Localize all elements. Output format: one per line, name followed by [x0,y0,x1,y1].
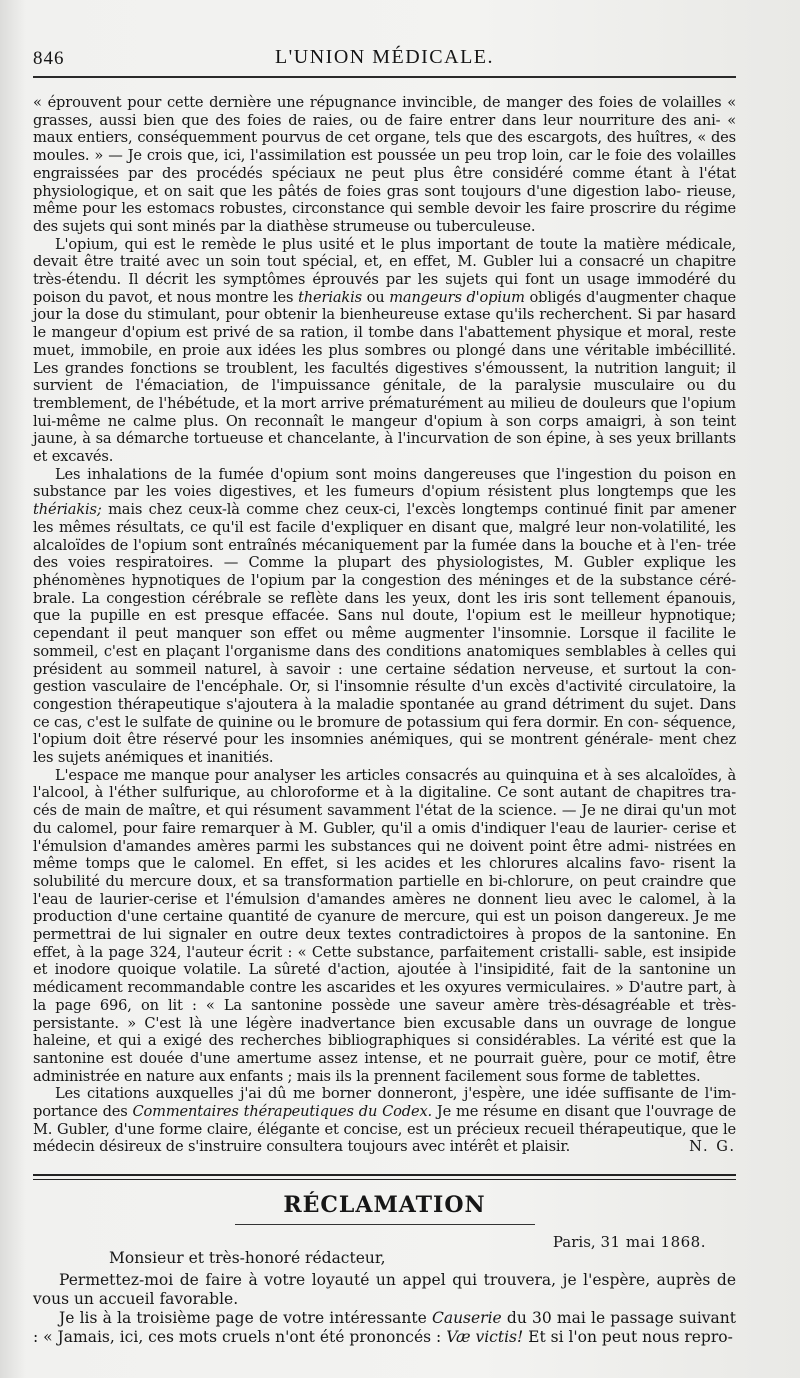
header-rule [33,76,736,78]
text-run: Les inhalations de la fumée d'opium sont moins dangereuses que l'ingestion du poison en substance par les voies digestives, et les fumeurs d'opium résistent plus longtemps que les [33,465,736,501]
letter-paragraph [33,1309,736,1347]
text-run: Et si l'on peut nous repro- [523,1328,733,1347]
page-number: 846 [33,48,65,69]
text-run: Les citations auxquelles j'ai dû me borner donneront, j'espère, une idée suffisante de l'im- portance des [33,1085,736,1121]
text-run: du 30 mai le passage suivant : « Jamais, ici, ces mots cruels n'ont été prononcés : [33,1309,736,1347]
letter-salutation: Monsieur et très-honoré rédacteur, [109,1249,386,1268]
text-run: L'opium, qui est le remède le plus usité et le plus important de toute la matière médicale, devait être traité avec un soin tout spécial, et, en effet, M. Gubler lui a consacré un chapitre très-étendu. Il décrit les symptômes éprouvés par les sujets qui font un usage immodéré du poison du pavot, et nous montre les [33,235,736,306]
paragraph-opium [33,236,736,466]
paragraph-fumee [33,466,736,767]
text-run: Je lis à la troisième page de votre intéressante [59,1309,432,1328]
italic-term: mangeurs d'opium [389,288,525,306]
section-title: RÉCLAMATION [283,1192,486,1219]
text-run: « éprouvent pour cette dernière une répugnance invincible, de manger des foies de volailles « grasses, aussi bien que des foies de raies, ou de faire entrer dans leur nourriture des ani- « maux entiers, conséquemment pourvus de cet organe, tels que des escargots, des huîtres, « des moules. » — Je crois que, ici, l'assimilation est poussée un peu trop loin, car le foie des volailles engraissées par des procédés spéciaux ne peut plus être considéré comme étant à l'état physiologique, et on sait que les pâtés de foies gras sont toujours d'une digestion labo- rieuse, même pour les estomacs robustes, circonstance qui semble devoir les faire proscrire du régime des sujets qui sont minés par la diathèse strumeuse ou tuberculeuse. [33,94,736,235]
text-run: Je me résume en disant que l'ouvrage de M. Gubler, d'une forme claire, élégante et concise, est un précieux recueil thérapeutique, que le médecin désireux de s'instruire consultera toujours avec intérêt et plaisir. [33,1103,737,1156]
letter-paragraph: Permettez-moi de faire à votre loyauté un appel qui trouvera, je l'espère, auprès de vous un accueil favorable. [33,1271,736,1309]
letter-date: 31 mai 1868. [600,1233,706,1252]
paragraph-citations [33,1085,736,1156]
paragraph-espace [33,767,736,1086]
review-article [33,94,736,1156]
text-run: mais chez ceux-là comme chez ceux-ci, l'excès longtemps continué finit par amener les mêmes résultats, ce qu'il est facile d'expliquer en disant que, malgré leur non-volatilité, les alcaloïdes de l'opium sont entraînés mécaniquement par la fumée dans la bouche et à l'en- trée des voies respiratoires. — Comme la plupart des physiologistes, M. Gubler explique les phénomènes hypnotiques de l'opium par la congestion des méninges et de la substance céré- brale. La congestion cérébrale se reflète dans les yeux, dont les iris sont tellement épanouis, que la pupille en est presque effacée. Sans nul doute, l'opium est le meilleur hypnotique; cependant il peut manquer son effet ou même augmenter l'insomnie. Lorsque il facilite le sommeil, c'est en plaçant l'organisme dans des conditions anatomiques semblables à celles qui président au sommeil naturel, à savoir : une certaine sédation nerveuse, et surtout la con- gestion vasculaire de l'encéphale. Or, si l'insomnie résulte d'un excès d'activité circulatoire, la congestion thérapeutique s'ajoutera à la maladie spontanée au grand détriment du sujet. Dans ce cas, c'est le sulfate de quinine ou le bromure de potassium qui fera dormir. En con- séquence, l'opium doit être réservé pour les insomnies anémiques, qui se montrent générale- ment chez les sujets anémiques et inanitiés. [33,501,736,767]
journal-title: L'UNION MÉDICALE. [274,46,495,68]
paragraph-foie [33,94,736,236]
italic-title: Commentaires thérapeutiques du Codex. [132,1103,433,1121]
italic-term: thériakis; [33,501,102,519]
title-underline [235,1224,535,1225]
italic-term: theriakis [298,288,362,306]
text-run: L'espace me manque pour analyser les articles consacrés au quinquina et à ses alcaloïdes, à l'alcool, à l'éther sulfurique, au chloroforme et à la digitaline. Ce sont autant de chapitres tra- cés de main de maître, et qui résument savamment l'état de la science. — Je ne dirai qu'un mot du calomel, pour faire remarquer à M. Gubler, qu'il a omis d'indiquer l'eau de laurier- cerise et l'émulsion d'amandes amères parmi les substances qui ne doivent point être admi- nistrées en même tomps que le calomel. En effet, si les acides et les chlorures alcalins favo- risent la solubilité du mercure doux, et sa transformation partielle en bi-chlorure, on peut craindre que l'eau de laurier-cerise et l'émulsion d'amandes amères ne donnent lieu avec le calomel, à la production d'une certaine quantité de cyanure de mercure, qui est un poison dangereux. Je me permettrai de lui signaler en outre deux textes contradictoires à propos de la santonine. En effet, à la page 324, l'auteur écrit : « Cette substance, parfaitement cristalli- sable, est insipide et inodore quoique volatile. La sûreté d'action, ajoutée à l'insipidité, fait de la santonine un médicament recommandable contre les ascarides et les oxyures vermiculaires. » D'autre part, à la page 696, on lit : « La santonine possède une saveur amère très-désagréable et très-persistante. » C'est là une légère inadvertance bien excusable dans un ouvrage de longue haleine, et qui a exigé des recherches bibliographiques si considérables. La vérité est que la santonine est douée d'une amertume assez intense, et ne pourrait guère, pour ce motif, être administrée en nature aux enfants ; mais ils la prennent facilement sous forme de tablettes. [33,766,736,1085]
text-run: obligés d'augmenter chaque jour la dose du stimulant, pour obtenir la bienheureuse extase qu'ils recherchent. Si par hasard le mangeur d'opium est privé de sa ration, il tombe dans l'abattement physique et moral, reste muet, immobile, en proie aux idées les plus sombres ou plongé dans une véritable imbécillité. Les grandes fonctions se troublent, les facultés digestives s'émoussent, la nutrition languit; il survient de l'émaciation, de l'impuissance génitale, de la paralysie musculaire ou du tremblement, de l'hébétude, et la mort arrive prématurément au milieu de douleurs que l'opium lui-même ne calme plus. On reconnaît le mangeur d'opium à son corps amaigri, à son teint jaune, à sa démarche tortueuse et chancelante, à l'incurvation de son épine, à ses yeux brillants et excavés. [33,288,736,466]
page-header [33,40,736,76]
signature: N. G. [689,1138,736,1156]
italic-term: Væ victis! [446,1328,524,1347]
italic-term: Causerie [431,1309,502,1328]
text-run: ou [361,288,390,306]
letter-body [33,1271,736,1347]
section-separator [33,1174,736,1180]
text-run: Paris, [552,1233,601,1252]
